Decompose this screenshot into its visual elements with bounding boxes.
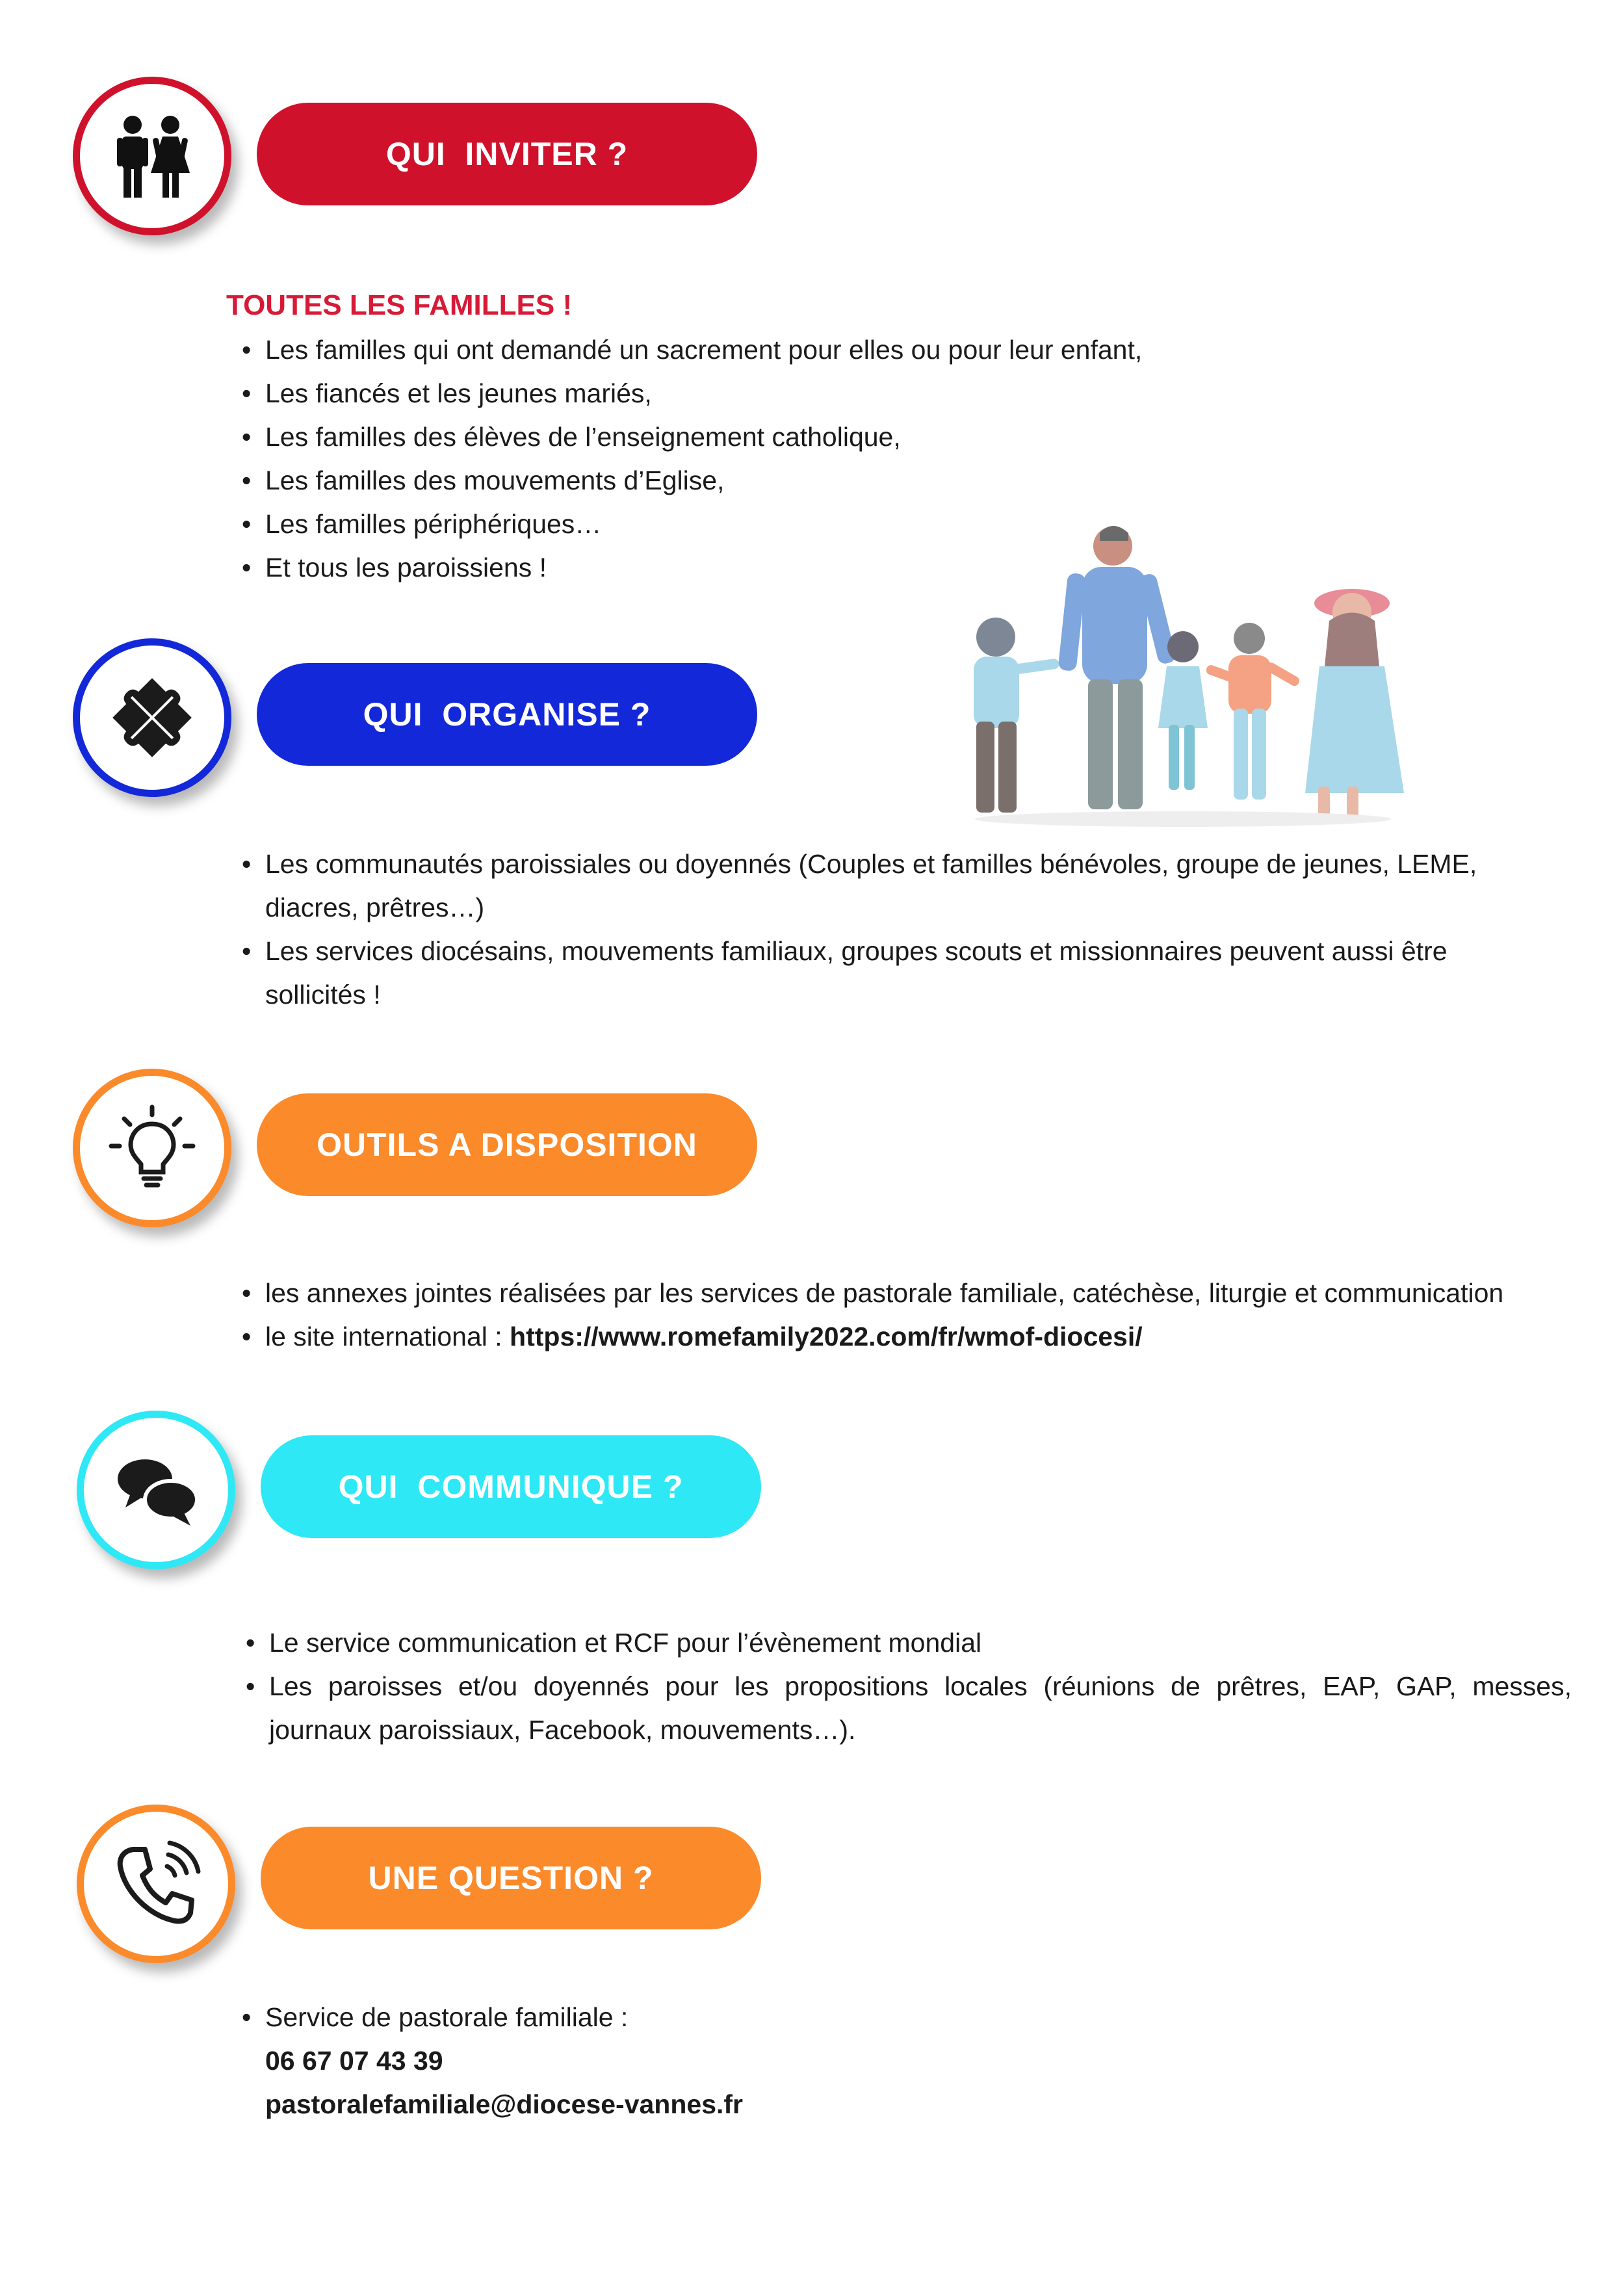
puzzle-icon (103, 669, 201, 766)
organise-list (234, 842, 1540, 1017)
list-item (234, 842, 1540, 930)
phone-number[interactable]: 06 67 07 43 39 (265, 2046, 443, 2076)
puzzle-icon-circle (73, 638, 231, 797)
phone-icon (107, 1835, 205, 1933)
list-item (238, 1665, 1572, 1752)
list-line: • Les communautés paroissiales ou doyennés (Couples et familles bénévoles, groupe de jeunes, LEME, (265, 849, 1477, 879)
list-item: • Et tous les paroissiens ! (234, 546, 1404, 590)
list-line: • Les services diocésains, mouvements familiaux, groupes scouts et missionnaires peuvent aussi être (265, 936, 1448, 966)
qui-communique-button: QUI COMMUNIQUE ? (261, 1435, 761, 1538)
list-line: journaux paroissiaux, Facebook, mouvements…). (269, 1715, 856, 1745)
list-line: • Le service communication et RCF pour l’évènement mondial (269, 1628, 982, 1658)
chat-bubbles-icon-circle (77, 1411, 235, 1569)
outils-a-disposition-button: OUTILS A DISPOSITION (257, 1093, 757, 1196)
list-line: sollicités ! (265, 980, 381, 1010)
list-item: • Les familles des mouvements d’Eglise, (234, 459, 1404, 502)
chat-bubbles-icon (107, 1441, 205, 1539)
qui-inviter-button: QUI INVITER ? (257, 103, 757, 205)
site-link[interactable]: https://www.romefamily2022.com/fr/wmof-diocesi/ (510, 1322, 1143, 1351)
list-item: • Les familles qui ont demandé un sacrement pour elles ou pour leur enfant, (234, 328, 1404, 372)
list-item: • Les familles périphériques… (234, 502, 1404, 546)
list-item: • Les fiancés et les jeunes mariés, (234, 372, 1404, 415)
list-item: • les annexes jointes réalisées par les services de pastorale familiale, catéchèse, liturgie et communication (234, 1272, 1586, 1315)
toutes-les-familles-heading: TOUTES LES FAMILLES ! (226, 289, 573, 321)
outils-list (234, 1272, 1586, 1359)
service-label: • Service de pastorale familiale : (265, 2002, 629, 2032)
une-question-button: UNE QUESTION ? (261, 1827, 761, 1929)
list-line: • Les paroisses et/ou doyennés pour les propositions locales (réunions de prêtres, EAP, GAP, messes, (269, 1671, 1572, 1701)
lightbulb-icon (103, 1099, 201, 1197)
phone-icon-circle (77, 1805, 235, 1963)
family-icon (107, 111, 198, 202)
family-icon-circle (73, 77, 231, 235)
communique-list (238, 1621, 1572, 1752)
lightbulb-icon-circle (73, 1069, 231, 1227)
list-item (234, 1315, 1586, 1359)
list-line: diacres, prêtres…) (265, 893, 485, 922)
family-illustration (949, 514, 1417, 832)
list-item (234, 930, 1540, 1017)
list-item: • Les familles des élèves de l’enseignement catholique, (234, 415, 1404, 459)
email-address[interactable]: pastoralefamiliale@diocese-vannes.fr (265, 2089, 743, 2119)
list-item (238, 1621, 1572, 1665)
qui-organise-button: QUI ORGANISE ? (257, 663, 757, 766)
site-label: le site international : (265, 1322, 510, 1351)
question-list (234, 1996, 1274, 2126)
list-item (234, 1996, 1274, 2126)
